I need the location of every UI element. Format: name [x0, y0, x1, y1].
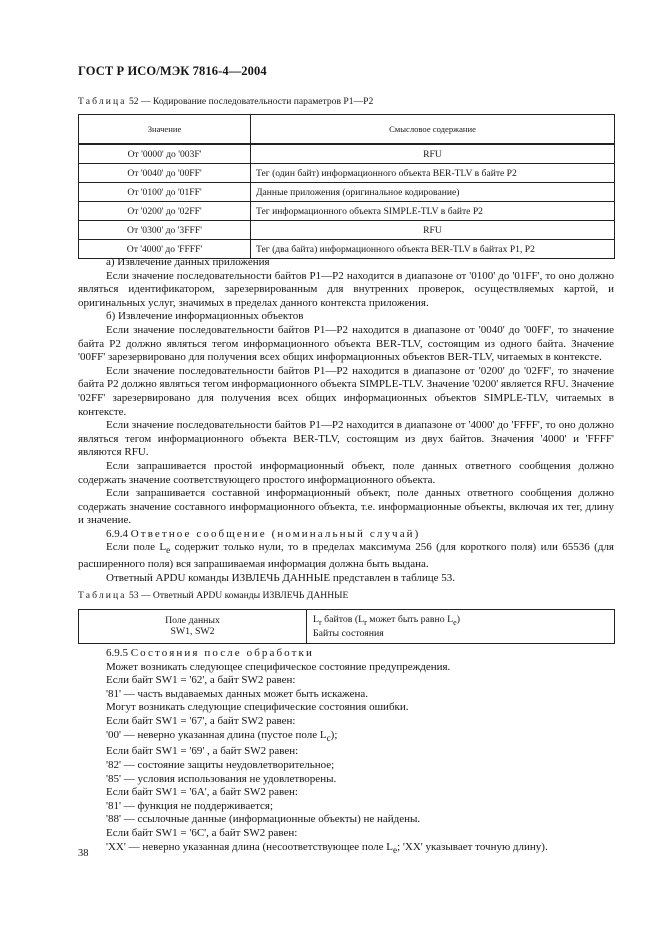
table-53-caption-text: 53 — Ответный APDU команды ИЗВЛЕЧЬ ДАННЫЕ: [126, 590, 349, 601]
status-line: Если байт SW1 = '67', а байт SW2 равен:: [106, 714, 296, 727]
paragraph: а) Извлечение данных приложения: [106, 256, 270, 268]
subscript: e: [453, 617, 457, 627]
paragraph: Если значение последовательности байтов Р1—Р2 находится в диапазоне от '0200' до '02FF', то значение байта Р2 должно являться тегом информационного объекта SIMPLE-TLV. Значение '0200' является RFU. Значение '02FF' зарезервировано для получения всех общих информационных объектов SIMPLE-TLV, читаемых в контексте.: [78, 364, 614, 418]
table-cell-value: От '0040' до '00FF': [79, 164, 251, 183]
table-52: [78, 114, 615, 259]
page-number: 38: [78, 848, 89, 859]
field-data: Поле данных: [165, 615, 220, 627]
table-cell-meaning: RFU: [251, 221, 615, 240]
table-cell-meaning: Тег (два байта) информационного объекта BER-TLV в байтах Р1, Р2: [251, 240, 615, 259]
text-run: содержит только нули, то в пределах максимума 256 (для короткого поля) или 65536 (для расширенного поля) вся запрашиваемая информация должна быть выдана.: [78, 541, 614, 571]
subscript: e: [393, 844, 398, 855]
table-53-caption-label: Таблица: [78, 590, 127, 601]
table-cell-meaning: Тег информационного объекта SIMPLE-TLV в байте Р2: [251, 202, 615, 221]
text-run: ; 'ХХ' указывает точную длину).: [397, 840, 548, 853]
status-line: Если байт SW1 = '69' , а байт SW2 равен:: [106, 745, 299, 758]
table-cell-meaning: Тег (один байт) информационного объекта BER-TLV в байте Р2: [251, 164, 615, 183]
status-line: [78, 841, 614, 858]
status-line: '81' — функция не поддерживается;: [106, 799, 274, 812]
subscript: c: [326, 732, 331, 743]
text-run: Если поле L: [106, 541, 167, 554]
status-bytes-description: Байты состояния: [313, 627, 384, 639]
table-cell-fields: [79, 610, 307, 644]
status-line: '82' — состояние защиты неудовлетворительное;: [106, 758, 335, 771]
table-row: [79, 144, 615, 164]
text-run: );: [330, 728, 338, 741]
section-6-9-4-heading: [78, 528, 614, 542]
table-row: [79, 202, 615, 221]
paragraph: Если запрашивается простой информационный объект, поле данных ответного сообщения должно содержать значение соответствующего простого информационного объекта.: [78, 459, 614, 486]
status-line: Могут возникать следующие специфические состояния ошибки.: [106, 701, 409, 714]
table-row: [79, 610, 615, 644]
table-cell-value: От '0100' до '01FF': [79, 183, 251, 202]
text-run: 'ХХ' — неверно указанная длина (несоответствующее поле L: [106, 840, 394, 853]
table-cell-value: От '0300' до '3FFF': [79, 221, 251, 240]
standard-header: ГОСТ Р ИСО/МЭК 7816-4—2004: [78, 64, 267, 78]
subscript: r: [364, 617, 367, 627]
status-line: '88' — ссылочные данные (информационные объекты) не найдены.: [106, 813, 421, 826]
status-line: Если байт SW1 = '62', а байт SW2 равен:: [106, 674, 296, 687]
section-number: 6.9.5: [106, 647, 131, 659]
column-header-meaning: Смысловое содержание: [251, 115, 615, 145]
table-row: [79, 221, 615, 240]
subscript: r: [318, 617, 322, 627]
paragraph: Если значение последовательности байтов Р1—Р2 находится в диапазоне от '0100' до '01FF', то оно должно являться идентификатором, зарезервированным для внутренних проверок, осуществляемых картой, и оригинальных услуг, значимых в пределах данного контекста приложения.: [78, 269, 614, 309]
table-cell-meaning: RFU: [251, 144, 615, 164]
section-number: 6.9.4: [106, 527, 131, 540]
column-header-value: Значение: [79, 115, 251, 145]
status-line: Если байт SW1 = '6С', а байт SW2 равен:: [106, 826, 298, 839]
table-cell-value: От '0000' до '003F': [79, 144, 251, 164]
text-run: L: [313, 614, 319, 625]
table-cell-meaning: Данные приложения (оригинальное кодирование): [251, 183, 615, 202]
section-title: Состояния после обработки: [130, 647, 314, 659]
section-6-9-5-heading: [78, 647, 614, 661]
status-line: '81' — часть выдаваемых данных может быть искажена.: [106, 687, 369, 700]
subscript: e: [166, 545, 171, 556]
data-bytes-description: [313, 614, 608, 628]
table-row: [79, 164, 615, 183]
table-cell-value: От '4000' до 'FFFF': [79, 240, 251, 259]
status-section: [78, 647, 614, 857]
table-53: [78, 609, 615, 644]
text-run: может быть равно L: [366, 614, 454, 625]
table-52-caption: [78, 96, 373, 107]
paragraph: Если значение последовательности байтов Р1—Р2 находится в диапазоне от '0040' до '00FF', то значение байта Р2 должно являться тегом информационного объекта BER-TLV, состоящим из одного байта. Значение '00FF' зарезервировано для получения всех общих информационных объектов BER-TLV, читаемых в контексте.: [78, 323, 614, 364]
table-cell-contents: [307, 610, 615, 644]
body-text: [78, 256, 614, 585]
paragraph: Ответный APDU команды ИЗВЛЕЧЬ ДАННЫЕ представлен в таблице 53.: [106, 571, 456, 584]
text-run: байтов (L: [321, 614, 365, 625]
table-row: [79, 183, 615, 202]
status-line: Может возникать следующее специфическое состояние предупреждения.: [106, 660, 451, 673]
table-52-caption-label: Таблица: [78, 96, 127, 107]
status-line: Если байт SW1 = '6А', а байт SW2 равен:: [106, 786, 298, 799]
paragraph: Если запрашивается составной информационный объект, поле данных ответного сообщения должно содержать значение составного информационного объекта, т.е. информационные объекты, включая их тег, длину и значение.: [78, 487, 614, 527]
paragraph: б) Извлечение информационных объектов: [106, 310, 304, 323]
table-52-caption-text: 52 — Кодирование последовательности параметров Р1—Р2: [126, 96, 374, 107]
section-title: Ответное сообщение (номинальный случай): [130, 527, 421, 540]
table-53-caption: [78, 590, 348, 601]
status-line: '85' — условия использования не удовлетворены.: [106, 772, 337, 785]
field-sw: SW1, SW2: [170, 626, 215, 638]
text-run: ): [456, 614, 460, 625]
table-cell-value: От '0200' до '02FF': [79, 202, 251, 221]
paragraph: Если значение последовательности байтов Р1—Р2 находится в диапазоне от '4000' до 'FFFF', то оно должно являться тегом информационного объекта BER-TLV, состоящим из двух байтов. Значения '4000' и 'FFFF' являются RFU.: [78, 419, 614, 459]
paragraph: [78, 541, 614, 571]
text-run: '00' — неверно указанная длина (пустое поле L: [106, 728, 327, 741]
status-line: [78, 729, 614, 746]
